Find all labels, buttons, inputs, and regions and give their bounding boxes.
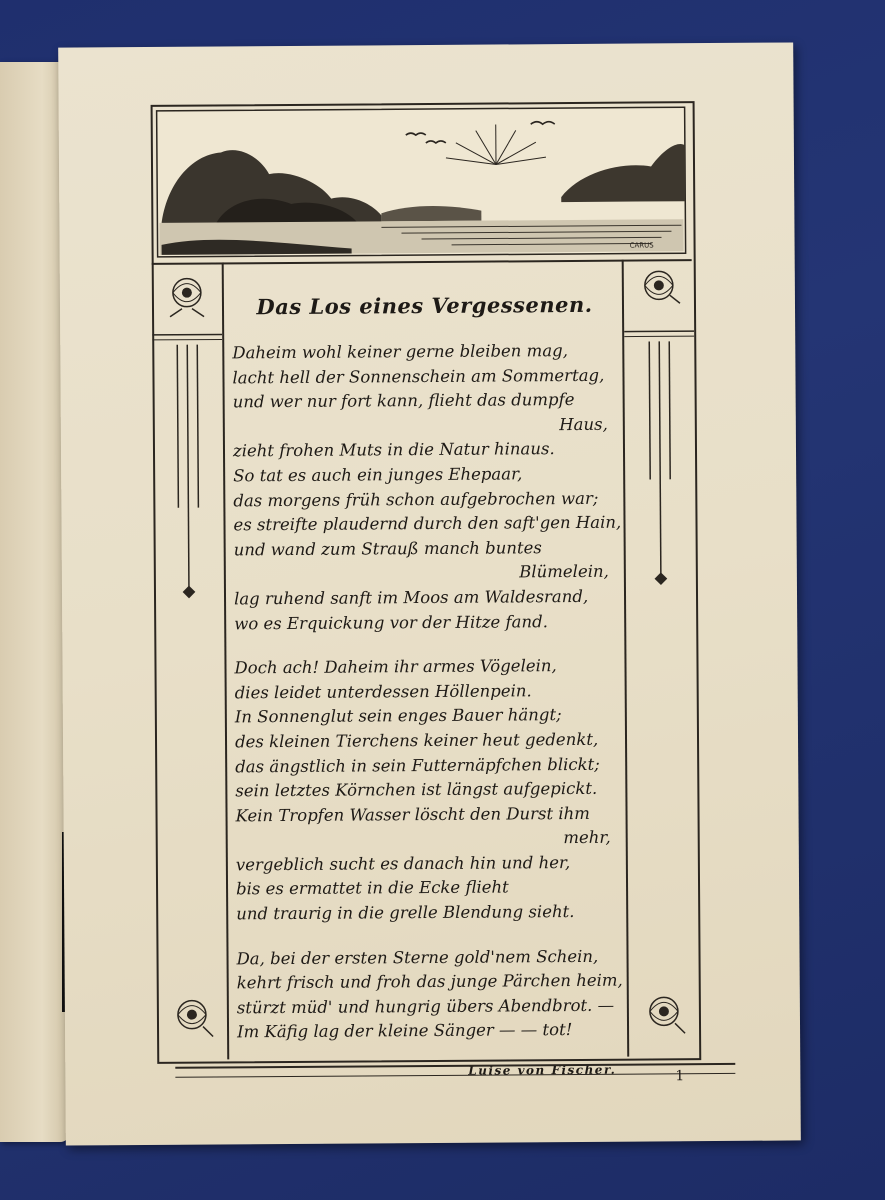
poem-line: Blümelein, — [519, 562, 609, 582]
rose-ornament-icon — [167, 990, 217, 1040]
poem-title: Das Los eines Vergessenen. — [256, 291, 593, 320]
poem-stanzas — [232, 339, 622, 1046]
poem-line: das morgens früh schon aufgebrochen war; — [233, 488, 599, 510]
poem-line: dies leidet unterdessen Höllenpein. — [234, 681, 532, 703]
poem-line: Haus, — [559, 414, 608, 434]
artist-signature: CARUS — [629, 241, 654, 250]
poem-line: Im Käfig lag der kleine Sänger — — tot! — [236, 1020, 573, 1042]
poem-line: wo es Erquickung vor der Hitze fand. — [234, 611, 548, 633]
rose-ornament-icon — [639, 989, 689, 1039]
poem-line: kehrt frisch und froh das junge Pärchen heim, — [236, 970, 623, 993]
poem-line: das ängstlich in sein Futternäpfchen blickt; — [235, 754, 600, 776]
poem-line: zieht frohen Muts in die Natur hinaus. — [232, 439, 555, 461]
poem-line: und wer nur fort kann, flieht das dumpfe — [232, 390, 575, 412]
poem-line: es streifte plaudernd durch den saft'gen Hain, — [233, 512, 622, 535]
poem-line: vergeblich sucht es danach hin und her, — [235, 852, 571, 875]
poem-line: Doch ach! Daheim ihr armes Vögelein, — [234, 656, 557, 678]
poem-line: des kleinen Tierchens keiner heut gedenkt, — [234, 729, 599, 752]
poem-line: lag ruhend sanft im Moos am Waldesrand, — [233, 586, 589, 609]
poem-line: stürzt müd' und hungrig übers Abendbrot. — — [236, 995, 615, 1018]
rose-ornament-icon — [634, 263, 684, 313]
left-ornament-column — [152, 262, 230, 1059]
poem-line: So tat es auch ein junges Ehepaar, — [233, 464, 523, 486]
right-ornament-column — [622, 259, 700, 1056]
poem-line: und traurig in die grelle Blendung sieht. — [236, 902, 575, 924]
landscape-illustration — [151, 101, 692, 265]
poem-line: und wand zum Strauß manch buntes — [233, 537, 542, 560]
poem-text-area — [232, 264, 623, 1078]
poem-stanza — [234, 654, 621, 927]
poem-stanza — [232, 339, 622, 637]
poem-stanza — [236, 944, 622, 1045]
poem-line: mehr, — [563, 828, 611, 848]
rose-ornament-icon — [162, 271, 212, 321]
book-page — [58, 42, 801, 1145]
vertical-line-ornament — [152, 332, 224, 632]
poem-author: Luise von Fischer. — [468, 1062, 617, 1078]
poem-line: Kein Tropfen Wasser löscht den Durst ihm — [235, 803, 590, 826]
poem-line: Da, bei der ersten Sterne gold'nem Schein, — [236, 946, 599, 969]
poem-line: bis es ermattet in die Ecke flieht — [235, 877, 509, 899]
page-number: 1 — [675, 1068, 685, 1085]
poem-line: sein letztes Körnchen ist längst aufgepickt. — [235, 778, 598, 801]
poem-line: lacht hell der Sonnenschein am Sommertag, — [232, 365, 605, 387]
vertical-line-ornament — [624, 329, 696, 629]
poem-line: Daheim wohl keiner gerne bleiben mag, — [232, 341, 568, 363]
poem-line: In Sonnenglut sein enges Bauer hängt; — [234, 705, 562, 727]
